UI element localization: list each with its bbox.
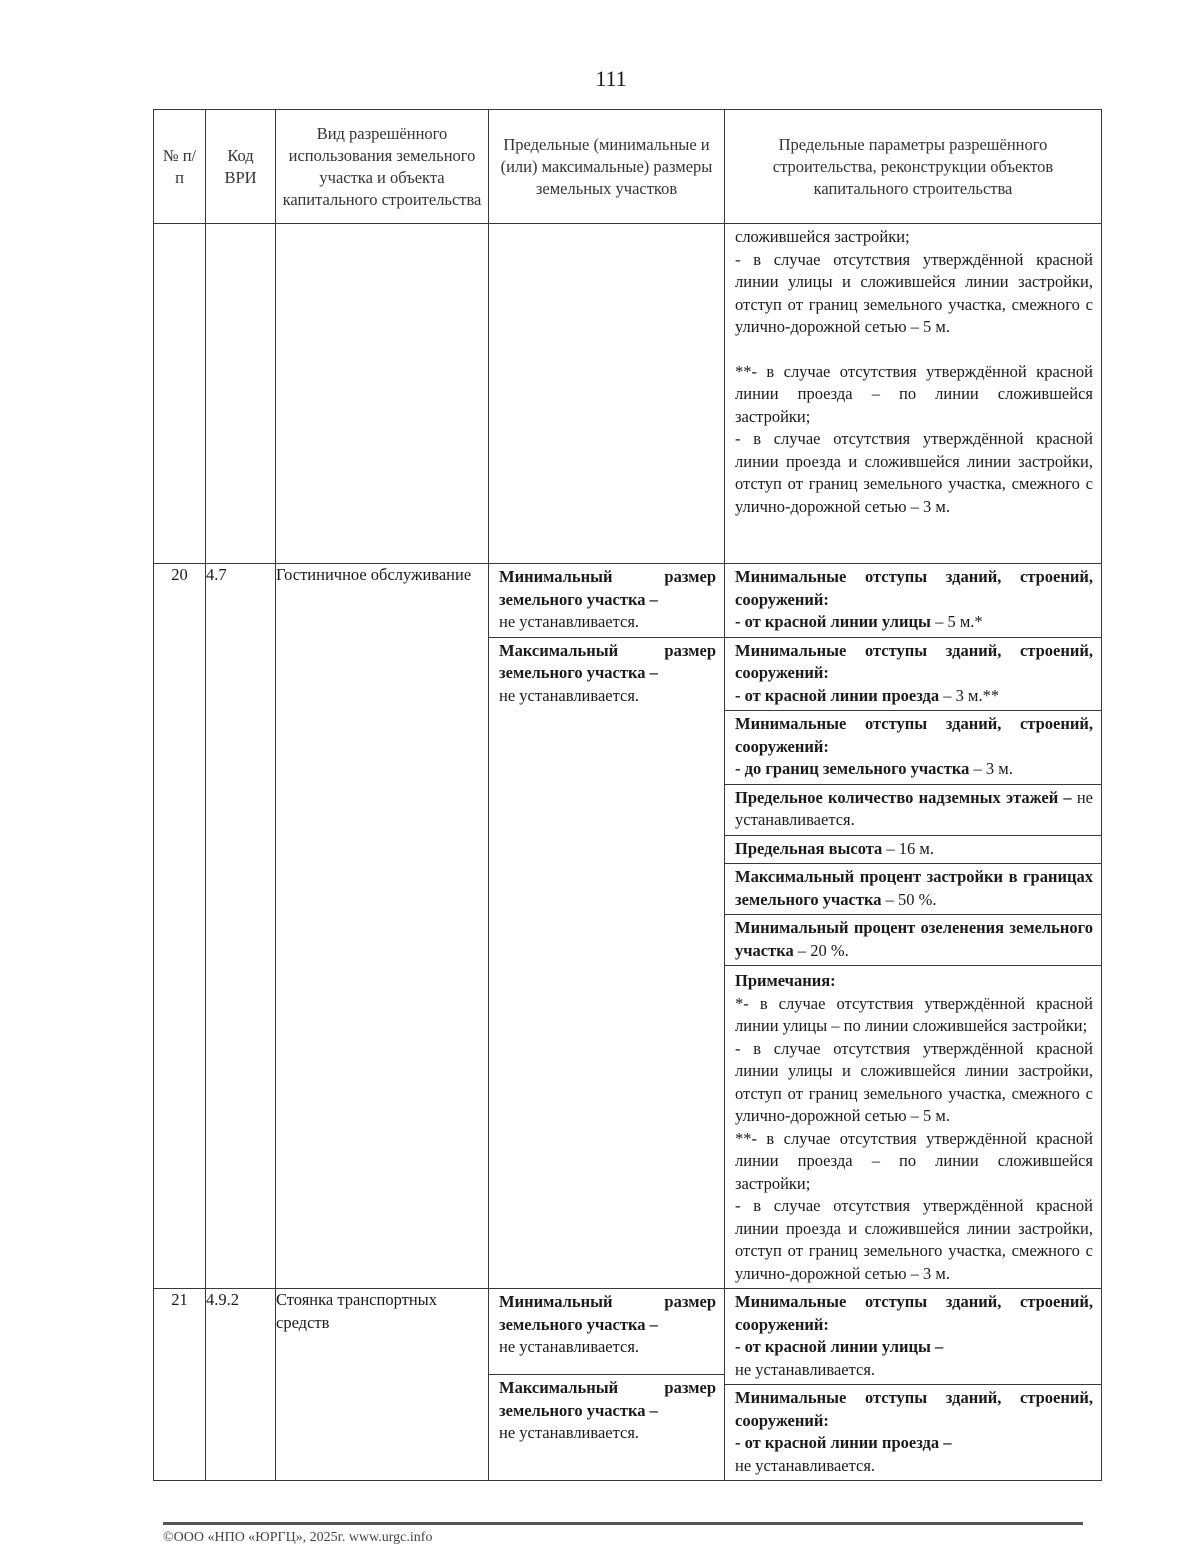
continuation-line: **- в случае отсутствия утверждённой красной линии проезда – по линии сложившейся застройки; — [735, 361, 1093, 426]
note-line: - в случае отсутствия утверждённой красной линии проезда и сложившейся линии застройки, отступ от границ земельного участка, смежного с улично-дорожной сетью – 3 м. — [735, 1196, 1093, 1283]
max-size-value: не устанавливается. — [499, 1423, 640, 1442]
max-size-label: Максимальный размер земельного участка – — [499, 640, 716, 682]
continuation-line: - в случае отсутствия утверждённой красной линии проезда и сложившейся линии застройки, отступ от границ земельного участка, смежного с улично-дорожной сетью – 3 м. — [735, 429, 1093, 516]
continuation-params — [725, 224, 1102, 564]
min-size-block — [489, 564, 724, 638]
continuation-line: - в случае отсутствия утверждённой красной линии улицы и сложившейся линии застройки, отступ от границ земельного участка, смежного с улично-дорожной сетью – 5 м. — [735, 249, 1093, 336]
note-line: **- в случае отсутствия утверждённой красной линии проезда – по линии сложившейся застройки; — [735, 1128, 1093, 1193]
table-row-continuation — [154, 224, 1102, 564]
header-code: Код ВРИ — [206, 110, 276, 224]
header-sizes: Предельные (минимальные и (или) максимальные) размеры земельных участков — [489, 110, 725, 224]
min-size-label: Минимальный размер земельного участка – — [499, 1292, 716, 1334]
page-number: 111 — [595, 66, 627, 91]
footer-text: ©ООО «НПО «ЮРГЦ», 2025г. www.urgc.info — [163, 1530, 433, 1545]
param-notes — [725, 966, 1101, 1288]
size-limits — [489, 1289, 725, 1481]
construction-params — [725, 1289, 1102, 1481]
max-size-block — [489, 1375, 724, 1448]
min-size-block — [489, 1289, 724, 1375]
max-size-label: Максимальный размер земельного участка – — [499, 1378, 716, 1420]
param-street-setback: Минимальные отступы зданий, строений, сооружений: - от красной линии улицы – 5 м.* — [725, 564, 1101, 638]
row-number: 21 — [154, 1289, 206, 1481]
min-size-value: не устанавливается. — [499, 1337, 640, 1356]
note-line: *- в случае отсутствия утверждённой красной линии улицы – по линии сложившейся застройки; — [735, 993, 1093, 1035]
header-num: № п/п — [154, 110, 206, 224]
param-driveway-setback: Минимальные отступы зданий, строений, сооружений: - от красной линии проезда – не устанавливается. — [735, 1388, 1093, 1475]
table-row-21 — [154, 1289, 1102, 1481]
max-size-block — [489, 638, 724, 711]
construction-params — [725, 564, 1102, 1289]
regulations-table — [153, 109, 1102, 1481]
table-row-20 — [154, 564, 1102, 1289]
table-header-row — [154, 110, 1102, 224]
param-coverage: Максимальный процент застройки в границах земельного участка – 50 %. — [725, 864, 1101, 915]
header-params: Предельные параметры разрешённого строительства, реконструкции объектов капитального строительства — [725, 110, 1102, 224]
param-floors: Предельное количество надземных этажей – не устанавливается. — [725, 785, 1101, 836]
row-number: 20 — [154, 564, 206, 1289]
param-street-setback: Минимальные отступы зданий, строений, сооружений: - от красной линии улицы – не устанавливается. — [725, 1289, 1101, 1385]
vri-code: 4.7 — [206, 564, 276, 1289]
size-limits — [489, 564, 725, 1289]
param-greening: Минимальный процент озеленения земельного участка – 20 %. — [725, 915, 1101, 966]
header-vri: Вид разрешённого использования земельного участка и объекта капитального строительства — [276, 110, 489, 224]
param-height: Предельная высота – 16 м. — [725, 836, 1101, 865]
vri-code: 4.9.2 — [206, 1289, 276, 1481]
vri-name: Гостиничное обслуживание — [276, 564, 489, 1289]
param-boundary-setback: Минимальные отступы зданий, строений, сооружений: - до границ земельного участка – 3 м. — [725, 711, 1101, 785]
min-size-label: Минимальный размер земельного участка – — [499, 567, 716, 609]
vri-name: Стоянка транспортных средств — [276, 1289, 489, 1481]
min-size-value: не устанавливается. — [499, 612, 640, 631]
continuation-line: сложившейся застройки; — [735, 227, 910, 246]
param-driveway-setback: Минимальные отступы зданий, строений, сооружений: - от красной линии проезда – 3 м.** — [725, 638, 1101, 712]
note-line: - в случае отсутствия утверждённой красной линии улицы и сложившейся линии застройки, отступ от границ земельного участка, смежного с улично-дорожной сетью – 5 м. — [735, 1038, 1093, 1125]
max-size-value: не устанавливается. — [499, 685, 640, 705]
footer-divider — [163, 1522, 1083, 1525]
notes-title: Примечания: — [735, 971, 836, 990]
